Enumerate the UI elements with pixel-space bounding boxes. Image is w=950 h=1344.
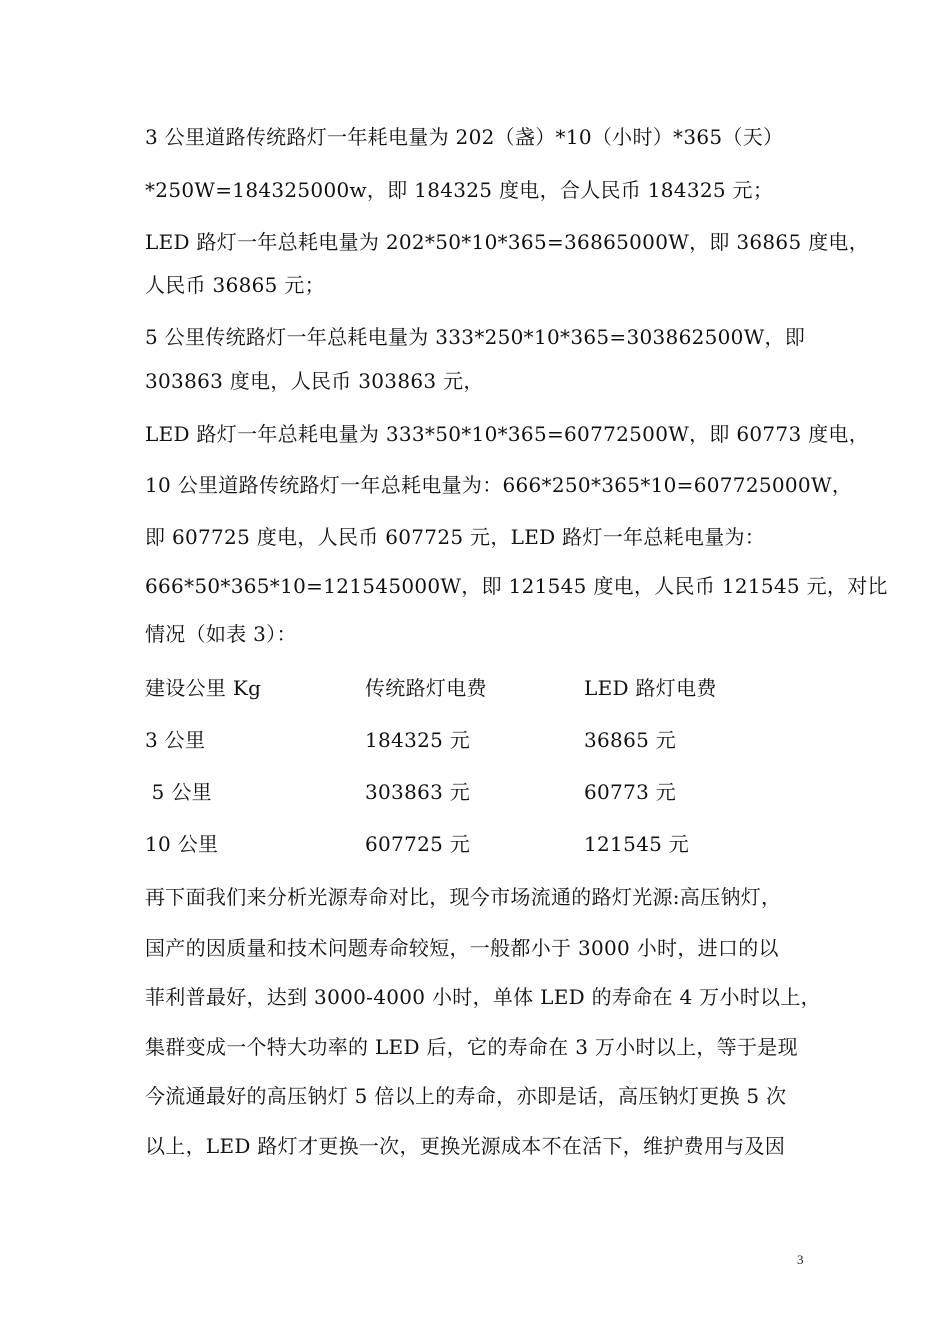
table-cell: 10 公里 [145,832,219,856]
text-line: 5 公里传统路灯一年总耗电量为 333*250*10*365=303862500W，即 [145,325,806,349]
table-header-cell: 建设公里 Kg [145,676,262,700]
table-header-cell: LED 路灯电费 [584,676,717,700]
text-line: 情况（如表 3）： [145,622,297,646]
text-line: 国产的因质量和技术问题寿命较短，一般都小于 3000 小时，进口的以 [145,936,779,960]
text-line: 3 公里道路传统路灯一年耗电量为 202（盏）*10（小时）*365（天） [145,125,784,149]
text-line: 人民币 36865 元； [145,273,325,297]
text-line: 即 607725 度电，人民币 607725 元，LED 路灯一年总耗电量为： [145,525,766,549]
table-cell: 607725 元 [365,832,471,856]
table-cell: 5 公里 [145,780,212,804]
text-line: 今流通最好的高压钠灯 5 倍以上的寿命，亦即是话，高压钠灯更换 5 次 [145,1084,787,1108]
page-number: 3 [797,1252,804,1267]
text-line: *250W=184325000w，即 184325 度电，合人民币 184325 元； [145,178,774,202]
text-line: 菲利普最好，达到 3000-4000 小时，单体 LED 的寿命在 4 万小时以上， [145,985,821,1009]
text-line: 以上，LED 路灯才更换一次，更换光源成本不在活下，维护费用与及因 [145,1134,786,1158]
text-line: LED 路灯一年总耗电量为 202*50*10*365=36865000W，即 36865 度电， [145,230,870,254]
table-cell: 60773 元 [584,780,677,804]
table-cell: 303863 元 [365,780,471,804]
table-cell: 121545 元 [584,832,690,856]
table-cell: 3 公里 [145,728,206,752]
text-line: 303863 度电，人民币 303863 元， [145,369,484,393]
text-line: 666*50*365*10=121545000W，即 121545 度电，人民币 121545 元，对比 [145,574,888,598]
table-cell: 184325 元 [365,728,471,752]
text-line: 10 公里道路传统路灯一年总耗电量为：666*250*365*10=607725000W， [145,473,853,497]
text-line: 集群变成一个特大功率的 LED 后，它的寿命在 3 万小时以上，等于是现 [145,1035,798,1059]
text-line: LED 路灯一年总耗电量为 333*50*10*365=60772500W，即 60773 度电， [145,422,870,446]
table-header-cell: 传统路灯电费 [365,676,487,700]
text-line: 再下面我们来分析光源寿命对比，现今市场流通的路灯光源:高压钠灯， [145,885,782,909]
table-cell: 36865 元 [584,728,677,752]
